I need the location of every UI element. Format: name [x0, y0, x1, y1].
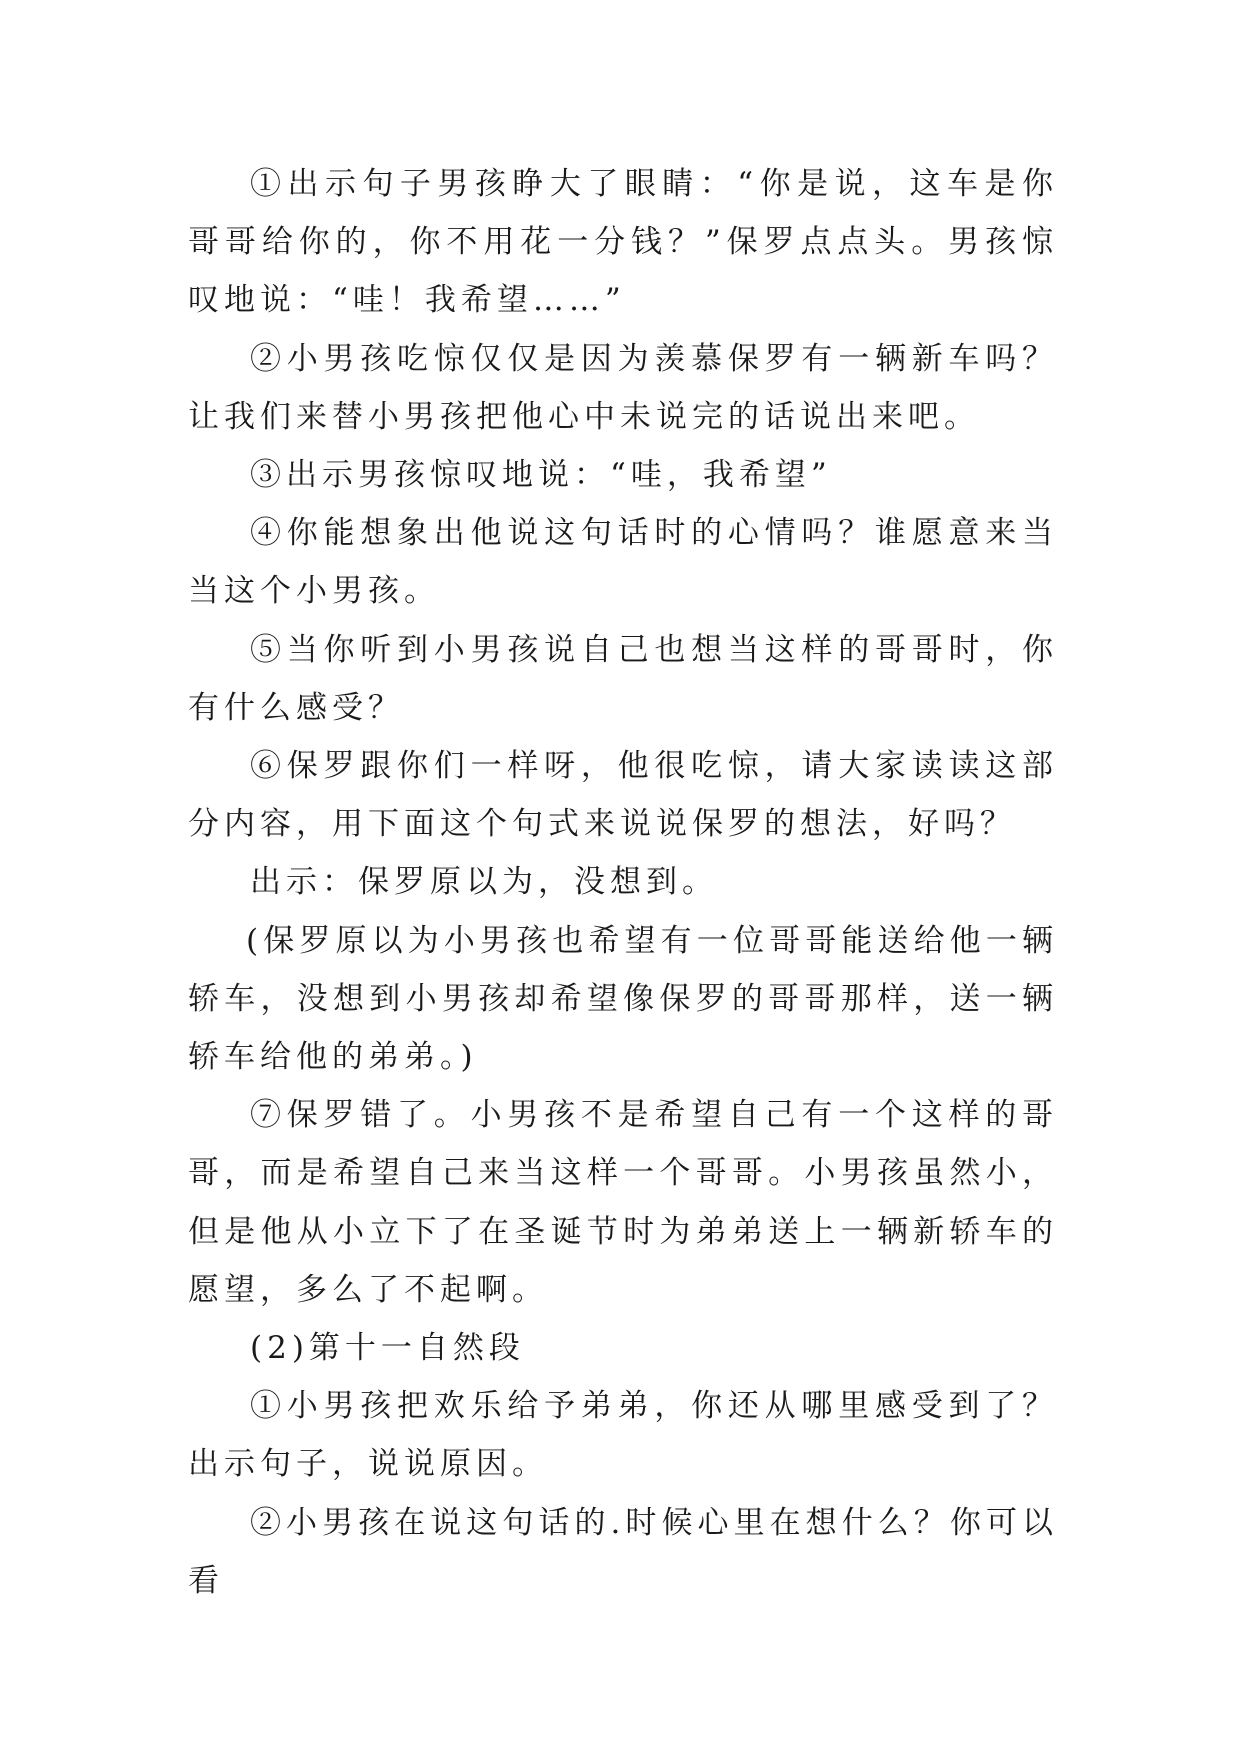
paragraph-11: ②小男孩在说这句话的.时候心里在想什么？你可以看 [188, 1504, 1058, 1599]
paragraph-7: 出示：保罗原以为，没想到。 [250, 864, 718, 901]
paragraph-2: ②小男孩吃惊仅仅是因为羡慕保罗有一辆新车吗？让我们来替小男孩把他心中未说完的话说出来吧。 [188, 340, 1058, 435]
paragraph-4: ④你能想象出他说这句话时的心情吗？谁愿意来当当这个小男孩。 [188, 515, 1058, 610]
paragraph-1: ①出示句子男孩睁大了眼睛：“你是说，这车是你哥哥给你的，你不用花一分钱？”保罗点点头。男孩惊叹地说：“哇！我希望……” [188, 166, 1058, 319]
paragraph-9: ⑦保罗错了。小男孩不是希望自己有一个这样的哥哥，而是希望自己来当这样一个哥哥。小男孩虽然小，但是他从小立下了在圣诞节时为弟弟送上一辆新轿车的愿望，多么了不起啊。 [188, 1097, 1058, 1308]
document-body [188, 155, 1058, 1610]
paragraph-6: ⑥保罗跟你们一样呀，他很吃惊，请大家读读这部分内容，用下面这个句式来说说保罗的想法，好吗？ [188, 748, 1058, 843]
section-heading: (2)第十一自然段 [250, 1330, 525, 1367]
paragraph-8: (保罗原以为小男孩也希望有一位哥哥能送给他一辆轿车，没想到小男孩却希望像保罗的哥哥那样，送一辆轿车给他的弟弟。) [188, 922, 1058, 1076]
paragraph-5: ⑤当你听到小男孩说自己也想当这样的哥哥时，你有什么感受？ [188, 631, 1058, 726]
paragraph-10: ①小男孩把欢乐给予弟弟，你还从哪里感受到了？出示句子，说说原因。 [188, 1388, 1058, 1483]
paragraph-3: ③出示男孩惊叹地说：“哇，我希望” [250, 457, 832, 494]
